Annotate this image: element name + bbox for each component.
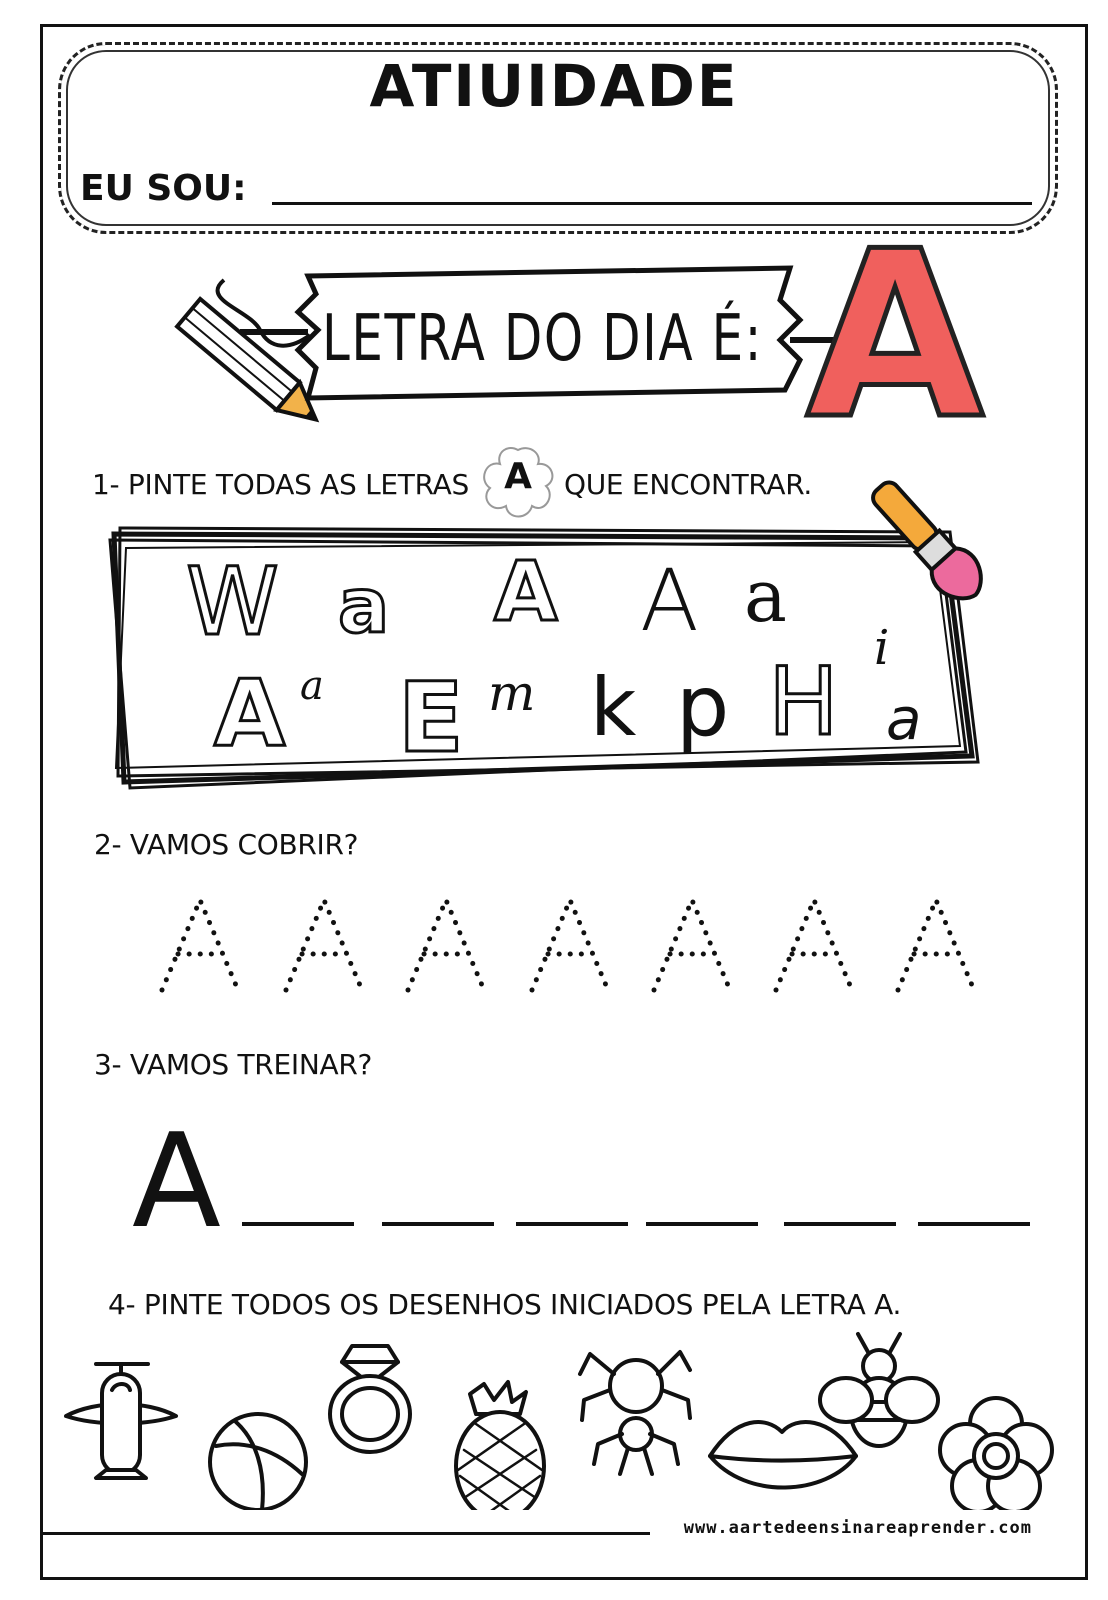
pictures-row [56,1330,1066,1510]
lips-icon [710,1422,856,1488]
letter-item[interactable]: a [886,685,922,753]
flower-icon [940,1398,1052,1510]
writing-blank[interactable] [382,1222,494,1226]
trace-letter-a [408,900,484,990]
badge-letter: A [504,456,532,497]
banner-text: LETRA DO DIA É: [322,302,764,376]
section1-prefix: 1- PINTE TODAS AS LETRAS [92,468,469,501]
bee-icon [820,1334,938,1446]
writing-blank[interactable] [918,1222,1030,1226]
trace-letter-a [898,900,974,990]
letter-item[interactable]: p [676,657,730,755]
ball-icon [210,1414,306,1510]
section1-suffix: QUE ENCONTRAR. [564,468,813,501]
letter-item[interactable]: k [590,661,637,754]
trace-letter-a [776,900,852,990]
writing-blank[interactable] [242,1222,354,1226]
letter-item[interactable]: m [488,664,536,722]
section4-title: 4- PINTE TODOS OS DESENHOS INICIADOS PELA LETRA A. [108,1288,902,1321]
section3-title: 3- VAMOS TREINAR? [94,1048,373,1081]
footer-line [40,1532,650,1535]
letter-item[interactable]: W [186,548,279,657]
name-label: EU SOU: [80,168,247,209]
paintbrush-icon [850,460,1010,610]
writing-blank[interactable] [516,1222,628,1226]
airplane-icon [66,1364,176,1478]
trace-letter-a [286,900,362,990]
letter-item[interactable]: A [214,660,286,767]
ring-icon [330,1346,410,1452]
letter-item[interactable]: E [398,662,464,774]
writing-blank[interactable] [646,1222,758,1226]
dotted-letters[interactable] [140,894,1000,1004]
footer-url[interactable]: www.aartedeensinareaprender.com [683,1518,1032,1538]
trace-letter-a [532,900,608,990]
letter-item[interactable]: A [494,545,558,640]
spider-icon [580,1352,690,1474]
section2-title: 2- VAMOS COBRIR? [94,828,359,861]
writing-blank[interactable] [784,1222,896,1226]
letter-of-the-day: A [806,203,985,470]
letter-item[interactable]: A [640,551,699,651]
model-letter: A [132,1105,221,1257]
trace-letter-a [654,900,730,990]
worksheet-title: ATIUIDADE [369,52,739,120]
letter-item[interactable]: H [768,648,839,757]
letter-item[interactable]: a [744,554,787,638]
letter-item[interactable]: a [300,663,324,709]
letter-item[interactable]: a [338,561,390,650]
letter-item[interactable]: i [874,620,890,676]
trace-letter-a [162,900,238,990]
pineapple-icon [456,1382,544,1510]
